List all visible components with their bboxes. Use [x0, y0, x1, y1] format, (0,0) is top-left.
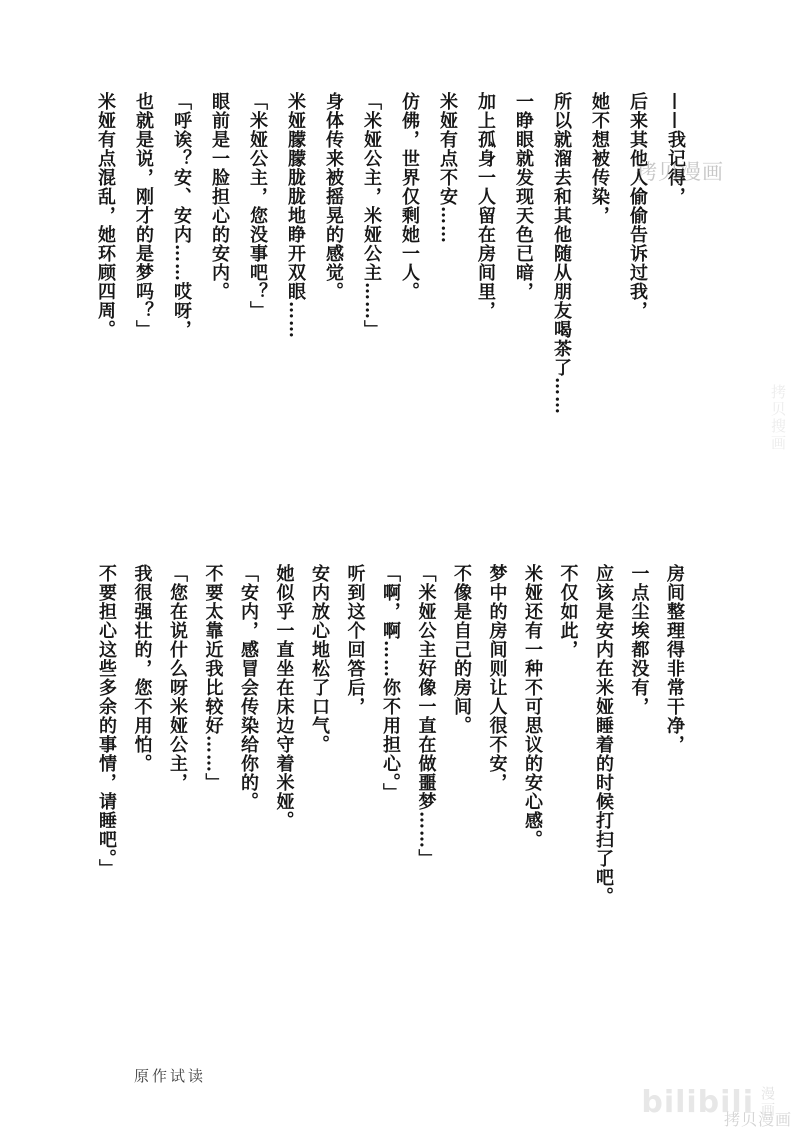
text-column: 她似乎一直坐在床边守着米娅。: [273, 564, 295, 830]
text-column: 「米娅公主，您没事吧？」: [247, 92, 268, 320]
text-column: 所以就溜去和其他随从朋友喝茶了……: [551, 92, 572, 415]
text-column: 安内放心地松了口气。: [309, 564, 330, 754]
text-column: 不仅如此，: [557, 564, 579, 659]
text-column: 米娅有点不安……: [437, 92, 458, 244]
text-column: 米娅朦朦胧胧地睁开双眼……: [285, 92, 306, 339]
text-column: 后来其他人偷偷告诉过我，: [627, 92, 648, 320]
watermark-mid-right: 拷贝搜画: [769, 384, 787, 452]
text-column: 不像是自己的房间。: [451, 564, 472, 735]
text-column: 房间整理得非常干净，: [664, 564, 685, 754]
text-column: 也就是说，刚才的是梦吗？」: [133, 92, 154, 339]
watermark-bottom-right: 拷贝漫画: [723, 1110, 792, 1129]
text-column: 「米娅公主好像一直在做噩梦……」: [415, 564, 437, 868]
text-column: 米娅还有一种不可思议的安心感。: [522, 564, 543, 849]
text-column: 加上孤身一人留在房间里，: [475, 92, 496, 320]
text-column: 不要担心这些多余的事情，请睡吧。」: [96, 564, 117, 878]
text-column: 眼前是一脸担心的安内。: [209, 92, 230, 301]
text-column: 听到这个回答后，: [344, 564, 366, 716]
text-column: 「您在说什么呀米娅公主，: [167, 564, 188, 792]
text-column: 我很强壮的，您不用怕。: [131, 564, 153, 773]
text-column: 米娅有点混乱，她环顾四周。: [95, 92, 116, 339]
text-column: 应该是安内在米娅睡着的时候打扫了吧。: [593, 564, 614, 906]
text-column: 「安内，感冒会传染给你的。: [238, 564, 259, 811]
footer-preview-label: 原作试读: [134, 1067, 207, 1085]
text-column: 身体传来被摇晃的感觉。: [323, 92, 344, 301]
bilibili-logo-manga-suffix: 漫画: [759, 1086, 775, 1118]
text-column: 不要太靠近我比较好……」: [202, 564, 224, 792]
text-column: ——我记得，: [665, 92, 686, 206]
text-column: 「米娅公主，米娅公主……」: [361, 92, 382, 339]
watermark-top-right: 拷贝漫画: [636, 160, 724, 184]
text-column: 一睁眼就发现天色已暗，: [513, 92, 534, 301]
novel-text-block-2: [89, 564, 693, 916]
text-column: 「呼诶？安、安内……哎呀，: [171, 92, 192, 339]
text-column: 她不想被传染，: [589, 92, 610, 225]
text-column: 「啊，啊……你不用担心。」: [380, 564, 401, 802]
text-column: 梦中的房间则让人很不安，: [486, 564, 508, 792]
text-column: 仿佛，世界仅剩她一人。: [399, 92, 420, 301]
novel-text-block-1: [86, 92, 694, 440]
bilibili-logo-text: bilibili: [641, 1085, 754, 1120]
text-column: 一点尘埃都没有，: [628, 564, 650, 716]
